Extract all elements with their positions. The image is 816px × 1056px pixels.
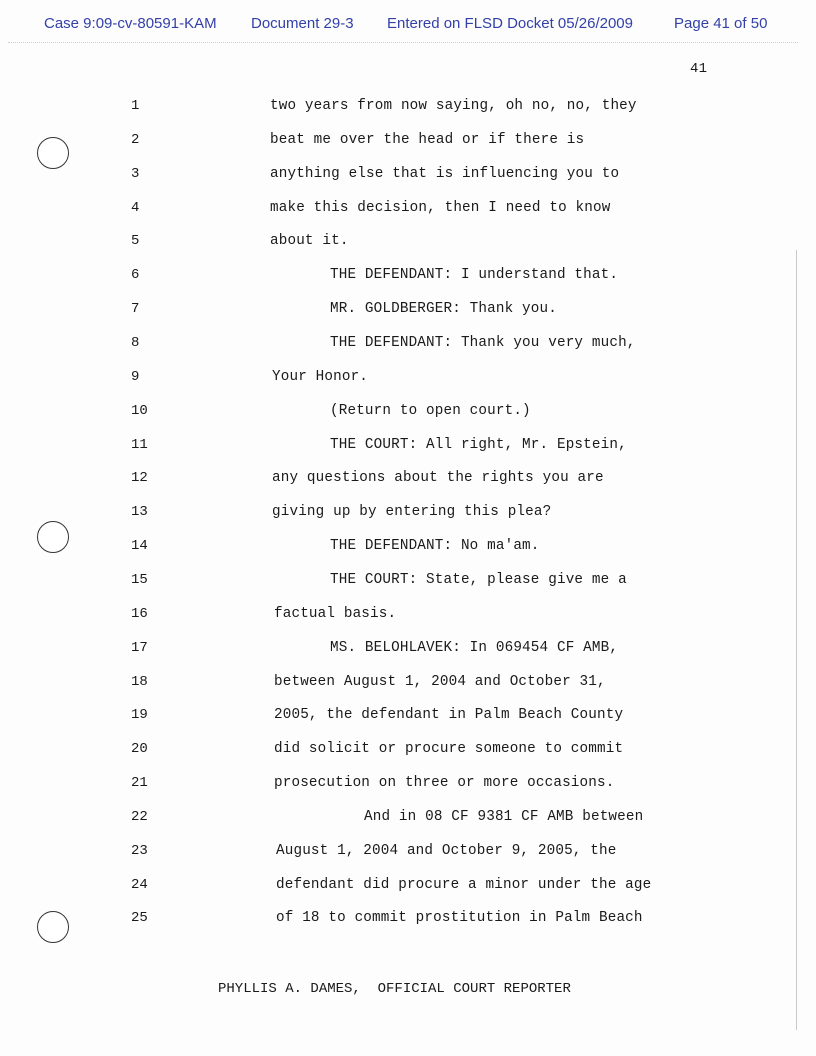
- line-text: MR. GOLDBERGER: Thank you.: [330, 301, 557, 318]
- line-number: 2: [131, 131, 140, 148]
- line-text: MS. BELOHLAVEK: In 069454 CF AMB,: [330, 639, 619, 656]
- line-text: THE COURT: All right, Mr. Epstein,: [330, 436, 627, 453]
- transcript-line: [0, 502, 760, 522]
- transcript-line: [0, 908, 760, 928]
- transcript-line: [0, 807, 760, 827]
- transcript-line: [0, 231, 760, 251]
- transcript-line: [0, 739, 760, 759]
- line-number: 19: [131, 707, 148, 724]
- line-number: 24: [131, 876, 148, 893]
- line-text: make this decision, then I need to know: [270, 199, 611, 216]
- line-number: 20: [131, 741, 148, 758]
- line-number: 14: [131, 538, 148, 554]
- transcript-line: [0, 638, 760, 658]
- line-number: 6: [131, 267, 140, 284]
- line-text: any questions about the rights you are: [272, 470, 604, 487]
- line-number: 5: [131, 233, 140, 250]
- transcript-line: [0, 265, 760, 285]
- court-reporter-footer: PHYLLIS A. DAMES, OFFICIAL COURT REPORTER: [218, 981, 571, 997]
- stamp-entered-date: Entered on FLSD Docket 05/26/2009: [387, 15, 633, 32]
- transcript-line: [0, 773, 760, 793]
- line-number: 13: [131, 504, 148, 521]
- transcript-line: [0, 130, 760, 150]
- line-text: 2005, the defendant in Palm Beach County: [274, 707, 624, 724]
- line-text: did solicit or procure someone to commit: [274, 741, 624, 758]
- transcript-line: [0, 198, 760, 218]
- line-text: THE DEFENDANT: No ma'am.: [330, 538, 540, 554]
- transcript-line: [0, 604, 760, 624]
- transcript-line: [0, 536, 760, 556]
- line-text: of 18 to commit prostitution in Palm Beach: [276, 910, 643, 927]
- line-number: 25: [131, 910, 148, 927]
- line-number: 9: [131, 368, 140, 385]
- transcript-line: [0, 705, 760, 725]
- line-number: 21: [131, 775, 148, 791]
- line-number: 12: [131, 470, 148, 487]
- transcript-line: [0, 468, 760, 488]
- line-number: 17: [131, 639, 148, 656]
- transcript-line: [0, 333, 760, 353]
- line-text: two years from now saying, oh no, no, they: [270, 98, 637, 114]
- line-text: defendant did procure a minor under the age: [276, 876, 652, 893]
- line-number: 11: [131, 436, 148, 453]
- line-text: factual basis.: [274, 605, 397, 622]
- line-number: 16: [131, 605, 148, 622]
- line-text: Your Honor.: [272, 368, 369, 385]
- transcript-line: [0, 367, 760, 387]
- stamp-case-number: Case 9:09-cv-80591-KAM: [44, 15, 217, 32]
- line-number: 18: [131, 673, 148, 690]
- transcript-line: [0, 401, 760, 421]
- line-number: 23: [131, 842, 148, 859]
- line-number: 10: [131, 402, 148, 419]
- page-margin-rule: [796, 250, 797, 1030]
- line-text: THE DEFENDANT: Thank you very much,: [330, 335, 636, 351]
- line-text: beat me over the head or if there is: [270, 131, 585, 148]
- line-text: about it.: [270, 233, 349, 250]
- line-number: 15: [131, 571, 148, 588]
- line-number: 7: [131, 301, 140, 318]
- line-text: And in 08 CF 9381 CF AMB between: [364, 808, 644, 825]
- stamp-page-count: Page 41 of 50: [674, 15, 768, 32]
- line-number: 1: [131, 98, 140, 114]
- line-text: giving up by entering this plea?: [272, 504, 552, 521]
- line-text: (Return to open court.): [330, 402, 531, 419]
- line-number: 8: [131, 335, 140, 351]
- stamp-document-number: Document 29-3: [251, 15, 354, 32]
- line-number: 22: [131, 808, 148, 825]
- transcript-line: [0, 672, 760, 692]
- line-number: 4: [131, 199, 140, 216]
- transcript-line: [0, 299, 760, 319]
- line-text: August 1, 2004 and October 9, 2005, the: [276, 842, 617, 859]
- page-number: 41: [690, 61, 708, 77]
- line-text: prosecution on three or more occasions.: [274, 775, 615, 791]
- line-text: anything else that is influencing you to: [270, 165, 620, 182]
- line-text: THE DEFENDANT: I understand that.: [330, 267, 619, 284]
- transcript-line: [0, 435, 760, 455]
- line-number: 3: [131, 165, 140, 182]
- transcript-line: [0, 570, 760, 590]
- transcript-line: [0, 875, 760, 895]
- line-text: between August 1, 2004 and October 31,: [274, 673, 606, 690]
- transcript-line: [0, 841, 760, 861]
- line-text: THE COURT: State, please give me a: [330, 571, 627, 588]
- transcript-line: [0, 96, 760, 116]
- transcript-line: [0, 164, 760, 184]
